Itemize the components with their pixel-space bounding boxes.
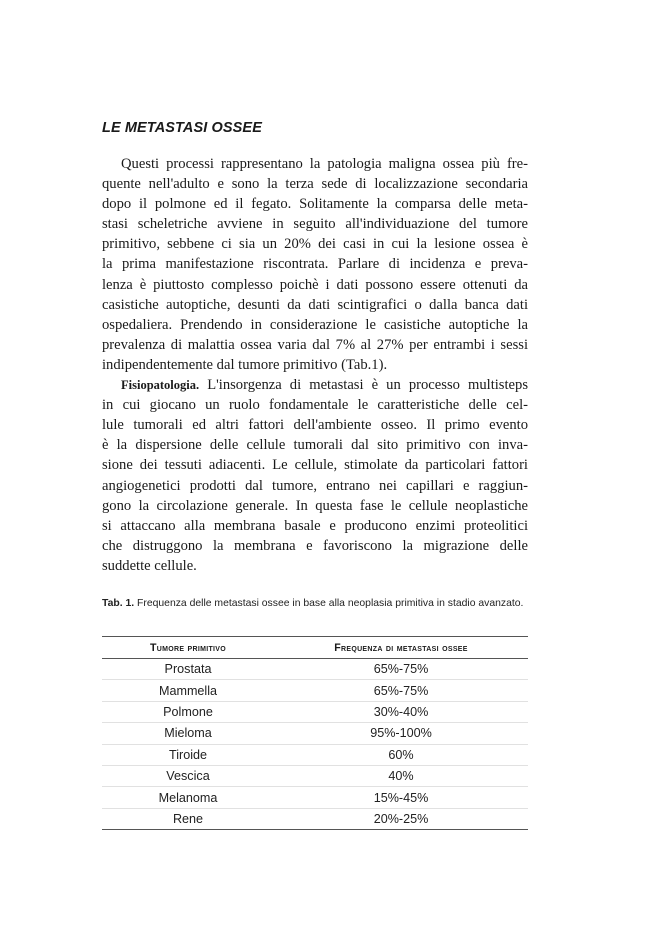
column-header-frequenza: Frequenza di metastasi ossee bbox=[274, 637, 528, 659]
cell-frequency: 60% bbox=[274, 744, 528, 765]
text-line: Questi processi rappresentano la patologia maligna ossea più fre- bbox=[121, 156, 528, 172]
table-caption bbox=[102, 596, 528, 611]
table-row bbox=[102, 659, 528, 680]
text-line: sione dei tessuti adiacenti. Le cellule, stimolate da particolari fattori bbox=[102, 457, 528, 474]
body-text bbox=[102, 154, 528, 576]
cell-frequency: 30%-40% bbox=[274, 701, 528, 722]
text-line: lule tumorali ed altri fattori dell'ambiente osseo. Il primo evento bbox=[102, 417, 528, 434]
table-row bbox=[102, 787, 528, 808]
cell-tumor: Mammella bbox=[102, 680, 274, 701]
text-line: ospedaliera. Prendendo in considerazione le casistiche autoptiche la bbox=[102, 316, 528, 333]
cell-frequency: 65%-75% bbox=[274, 659, 528, 680]
text-line bbox=[102, 375, 528, 395]
text-line: primitivo, sebbene ci sia un 20% dei casi in cui la lesione ossea è bbox=[102, 236, 528, 253]
cell-frequency: 65%-75% bbox=[274, 680, 528, 701]
table-row bbox=[102, 680, 528, 701]
text-line: suddette cellule. bbox=[102, 557, 197, 574]
cell-tumor: Prostata bbox=[102, 659, 274, 680]
section-heading: LE METASTASI OSSEE bbox=[102, 120, 262, 136]
table-row bbox=[102, 744, 528, 765]
cell-tumor: Tiroide bbox=[102, 744, 274, 765]
text-line: prevalenza di malattia ossea varia dal 7% al 27% per entrambi i sessi bbox=[102, 336, 528, 353]
text-line: casistiche autoptiche, desunti da dati scintigrafici o dalla banca dati bbox=[102, 296, 528, 313]
text-line: quente nell'adulto e sono la terza sede di localizzazione secondaria bbox=[102, 176, 528, 193]
text-line: angiogenetici prodotti dal tumore, entrano nei capillari e raggiun- bbox=[102, 477, 528, 494]
text-line: è la dispersione delle cellule tumorali dal sito primitivo con inva- bbox=[102, 437, 528, 454]
text-line: stasi scheletriche avviene in seguito all'individuazione del tumore bbox=[102, 216, 528, 233]
table-row bbox=[102, 701, 528, 722]
table-row bbox=[102, 723, 528, 744]
text-line: la prima manifestazione riscontrata. Parlare di incidenza e preva- bbox=[102, 256, 528, 273]
cell-frequency: 20%-25% bbox=[274, 808, 528, 829]
table-header-row bbox=[102, 637, 528, 659]
cell-tumor: Rene bbox=[102, 808, 274, 829]
text-line: lenza è piuttosto complesso poichè i dati possono essere ottenuti da bbox=[102, 276, 528, 293]
paragraph-intro bbox=[102, 154, 528, 375]
paragraph-fisiopatologia bbox=[102, 375, 528, 576]
text-line: indipendentemente dal tumore primitivo (Tab.1). bbox=[102, 356, 388, 373]
caption-label: Tab. 1. bbox=[102, 598, 135, 609]
text-line: in cui giocano un ruolo fondamentale le caratteristiche delle cel- bbox=[102, 397, 528, 414]
table-row bbox=[102, 765, 528, 786]
metastasis-frequency-table bbox=[102, 636, 528, 830]
text-line: si attaccano alla membrana basale e producono enzimi proteolitici bbox=[102, 517, 528, 534]
cell-frequency: 15%-45% bbox=[274, 787, 528, 808]
cell-tumor: Mieloma bbox=[102, 723, 274, 744]
text-line: dopo il polmone ed il fegato. Solitamente la comparsa delle meta- bbox=[102, 196, 528, 213]
column-header-tumore: Tumore primitivo bbox=[102, 637, 274, 659]
cell-frequency: 40% bbox=[274, 765, 528, 786]
text-line: che distruggono la membrana e favoriscono la migrazione delle bbox=[102, 537, 528, 554]
text-line: gono la circolazione generale. In questa fase le cellule neoplastiche bbox=[102, 497, 528, 514]
cell-tumor: Melanoma bbox=[102, 787, 274, 808]
runin-heading: Fisiopatologia. bbox=[121, 378, 200, 393]
caption-text: Frequenza delle metastasi ossee in base alla neoplasia primitiva in stadio avanzato. bbox=[134, 598, 524, 609]
text-span: L'insorgenza di metastasi è un processo multisteps bbox=[199, 377, 528, 394]
table-row bbox=[102, 808, 528, 829]
cell-frequency: 95%-100% bbox=[274, 723, 528, 744]
cell-tumor: Polmone bbox=[102, 701, 274, 722]
cell-tumor: Vescica bbox=[102, 765, 274, 786]
